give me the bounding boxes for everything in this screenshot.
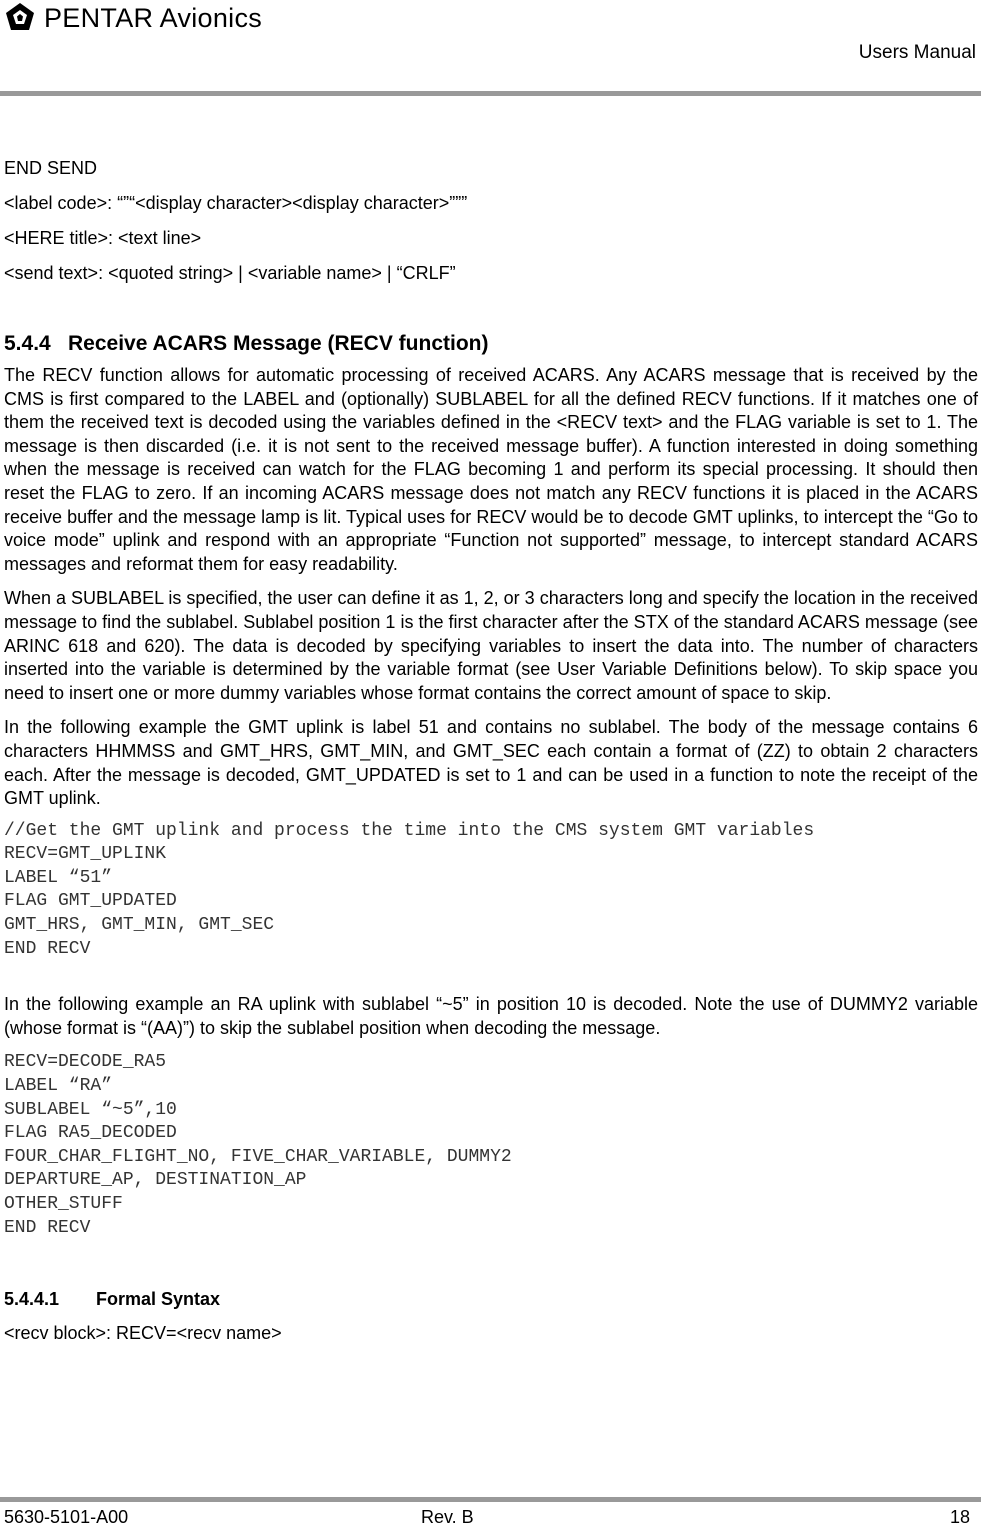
syntax-line: END SEND (4, 158, 98, 178)
body-paragraph: When a SUBLABEL is specified, the user can define it as 1, 2, or 3 characters long and specify the location in the received message to find the sublabel. Sublabel position 1 is the first character after the STX of the standard ACARS message (see ARINC 618 and 620). The data is decoded by specifying variables to insert the data into. The number of characters inserted into the variable is determined by the variable format (see User Variable Definitions below). To skip space you need to insert one or more dummy variables whose format contains the correct amount of space to skip. (4, 588, 978, 703)
header-divider (0, 91, 981, 96)
syntax-line: <label code>: “”“<display character><display character>””” (4, 193, 468, 213)
syntax-line: <send text>: <quoted string> | <variable name> | “CRLF” (4, 263, 456, 283)
document-number: 5630-5101-A00 (4, 1507, 129, 1527)
section-heading (4, 330, 978, 358)
subsection-number: 5.4.4.1 (4, 1289, 60, 1310)
page-header (0, 0, 981, 100)
body-paragraph: In the following example an RA uplink with sublabel “~5” in position 10 is decoded. Note the use of DUMMY2 variable (whose format is “(AA)”) to skip the sublabel position when decoding the message. (4, 994, 978, 1038)
subsection-title: Formal Syntax (96, 1289, 221, 1310)
page-content (4, 157, 978, 1357)
subsection-heading (4, 1288, 978, 1310)
body-paragraph: The RECV function allows for automatic processing of received ACARS. Any ACARS message that is received by the CMS is first compared to the LABEL and (optionally) SUBLABEL for all the defined RECV functions. If it matches one of them the received text is decoded using the variables defined in the <RECV text> and the FLAG variable is set to 1. The message is then discarded (i.e. it is not sent to the received message buffer). A function interested in doing something when the message is received can watch for the FLAG becoming 1 and perform its special processing. It should then reset the FLAG to zero. If an incoming ACARS message does not match any RECV functions it is placed in the ACARS receive buffer and the message lamp is lit. Typical uses for RECV would be to decode GMT uplinks, to intercept the “Go to voice mode” uplink and respond with an appropriate “Function not supported” message, to intercept standard ACARS messages and reformat them for easy readability. (4, 365, 978, 574)
syntax-line: <HERE title>: <text line> (4, 228, 202, 248)
pentar-logo-icon (4, 2, 36, 34)
company-logo (4, 2, 262, 34)
manual-title: Users Manual (858, 42, 976, 63)
revision: Rev. B (421, 1507, 474, 1527)
footer-divider (0, 1497, 981, 1502)
page-number: 18 (949, 1507, 970, 1527)
logo-text: PENTAR Avionics (44, 2, 263, 33)
page-footer (4, 1507, 974, 1529)
section-number: 5.4.4 (4, 332, 51, 355)
body-paragraph: In the following example the GMT uplink is label 51 and contains no sublabel. The body of the message contains 6 characters HHMMSS and GMT_HRS, GMT_MIN, and GMT_SEC each contain a format of (ZZ) to obtain 2 characters each. After the message is decoded, GMT_UPDATED is set to 1 and can be used in a function to note the receipt of the GMT uplink. (4, 717, 978, 809)
code-example-ra: RECV=DECODE_RA5 LABEL “RA” SUBLABEL “~5”,10 FLAG RA5_DECODED FOUR_CHAR_FLIGHT_NO, FIVE_CHAR_VARIABLE, DUMMY2 DEPARTURE_AP, DESTINATION_AP OTHER_STUFF END RECV (4, 1052, 512, 1238)
section-title: Receive ACARS Message (RECV function) (68, 332, 489, 355)
syntax-line: <recv block>: RECV=<recv name> (4, 1323, 282, 1344)
code-example-gmt: //Get the GMT uplink and process the time into the CMS system GMT variables RECV=GMT_UPLINK LABEL “51” FLAG GMT_UPDATED GMT_HRS, GMT_MIN, GMT_SEC END RECV (4, 820, 815, 959)
